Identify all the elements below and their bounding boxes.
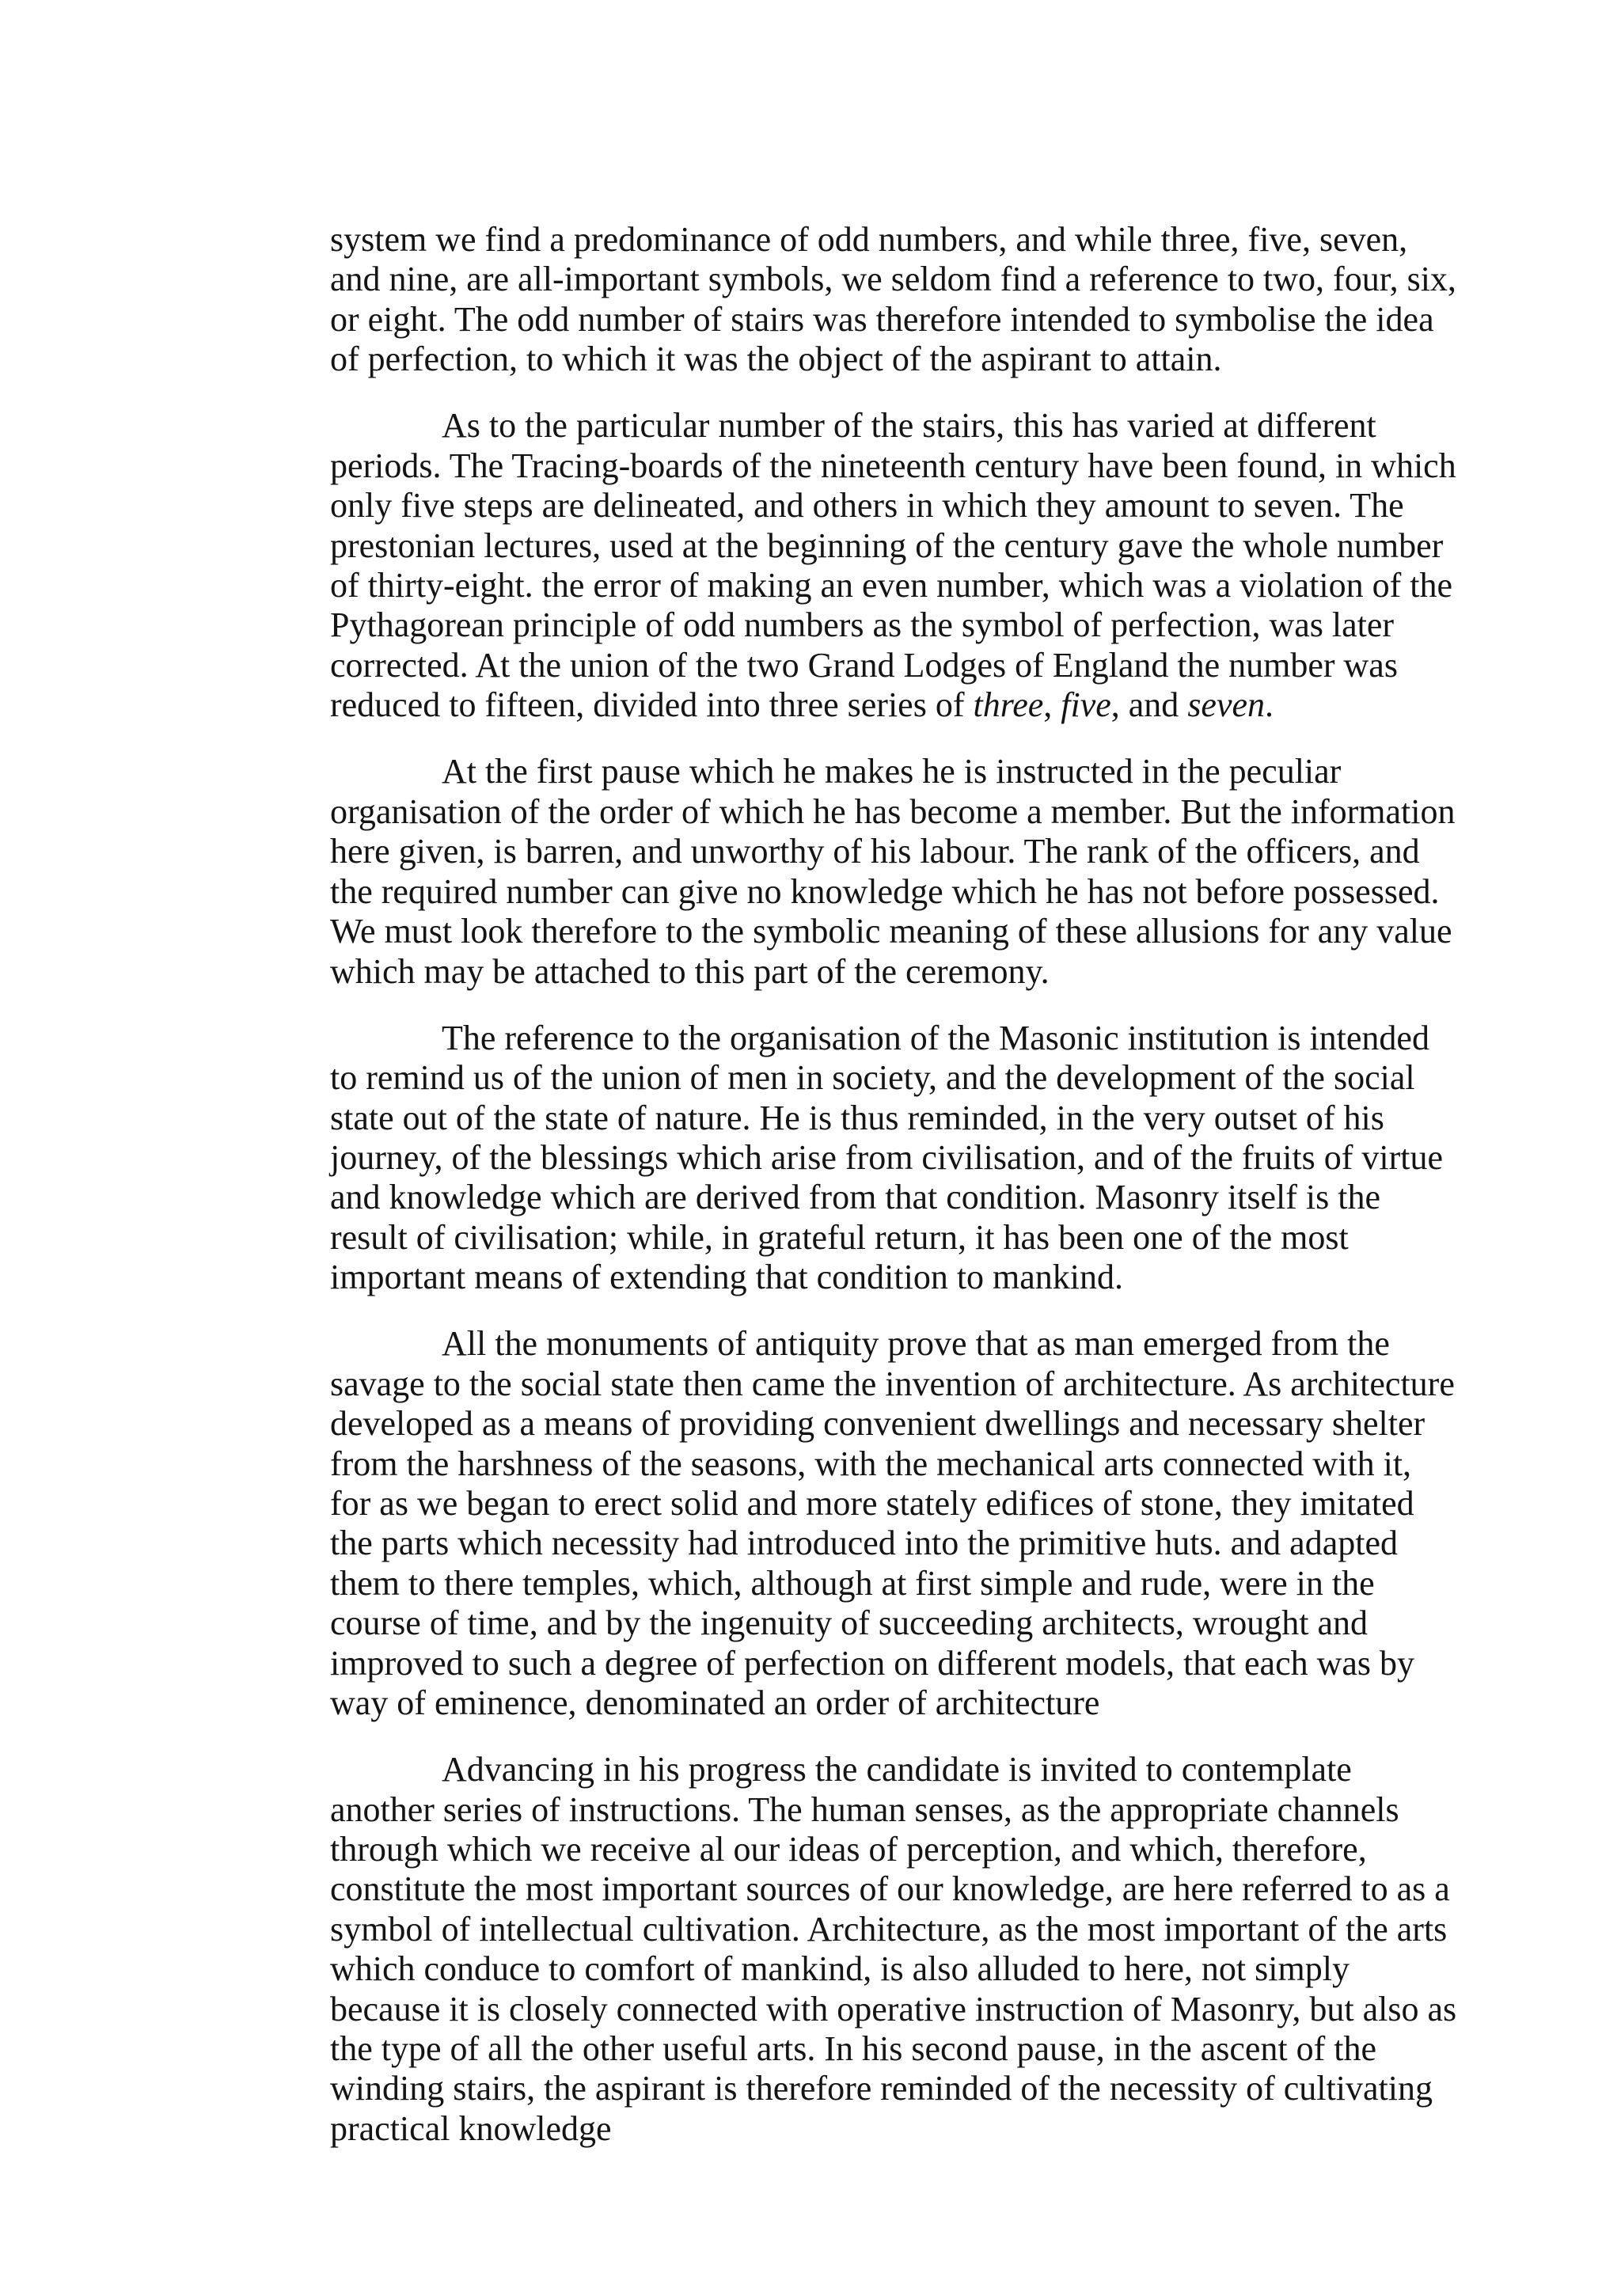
text-line: practical knowledge bbox=[330, 2108, 612, 2148]
text-line: the parts which necessity had introduced into the primitive huts. and adapted bbox=[330, 1524, 1398, 1563]
text-segment: . bbox=[1265, 685, 1274, 725]
emphasized-text: five bbox=[1061, 685, 1111, 725]
text-line: to remind us of the union of men in society, and the development of the social bbox=[330, 1058, 1415, 1098]
text-line: organisation of the order of which he has become a member. But the information bbox=[330, 791, 1456, 831]
text-line: developed as a means of providing convenient dwellings and necessary shelter bbox=[330, 1404, 1425, 1444]
text-line: of perfection, to which it was the object of the aspirant to attain. bbox=[330, 340, 1222, 379]
text-line: them to there temples, which, although at first simple and rude, were in the bbox=[330, 1563, 1375, 1603]
paragraph-continuation bbox=[330, 220, 1517, 380]
text-line: symbol of intellectual cultivation. Architecture, as the most important of the arts bbox=[330, 1909, 1448, 1949]
text-line: result of civilisation; while, in grateful return, it has been one of the most bbox=[330, 1217, 1349, 1257]
text-line: only five steps are delineated, and others in which they amount to seven. The bbox=[330, 486, 1404, 526]
emphasized-text: three bbox=[973, 685, 1044, 725]
text-line: corrected. At the union of the two Grand Lodges of England the number was bbox=[330, 645, 1398, 685]
text-line: the type of all the other useful arts. In his second pause, in the ascent of the bbox=[330, 2029, 1377, 2069]
text-line: constitute the most important sources of our knowledge, are here referred to as a bbox=[330, 1869, 1450, 1909]
text-line: course of time, and by the ingenuity of succeeding architects, wrought and bbox=[330, 1603, 1369, 1643]
text-line: from the harshness of the seasons, with the mechanical arts connected with it, bbox=[330, 1444, 1412, 1483]
text-body bbox=[330, 220, 1517, 2176]
text-line: Advancing in his progress the candidate is invited to contemplate bbox=[442, 1750, 1352, 1789]
text-line: improved to such a degree of perfection on different models, that each was by bbox=[330, 1643, 1415, 1683]
text-line: way of eminence, denominated an order of architecture bbox=[330, 1683, 1100, 1722]
text-line: of thirty-eight. the error of making an even number, which was a violation of the bbox=[330, 566, 1453, 605]
text-line: Pythagorean principle of odd numbers as the symbol of perfection, was later bbox=[330, 605, 1395, 645]
text-line: because it is closely connected with operative instruction of Masonry, but also as bbox=[330, 1989, 1457, 2028]
text-line: and nine, are all-important symbols, we seldom find a reference to two, four, six, bbox=[330, 260, 1456, 299]
text-line: or eight. The odd number of stairs was therefore intended to symbolise the idea bbox=[330, 299, 1434, 339]
text-line: which conduce to comfort of mankind, is also alluded to here, not simply bbox=[330, 1949, 1350, 1989]
text-line: journey, of the blessings which arise from civilisation, and of the fruits of virtue bbox=[330, 1137, 1444, 1177]
text-line: winding stairs, the aspirant is therefore reminded of the necessity of cultivating bbox=[330, 2069, 1433, 2108]
text-line: savage to the social state then came the invention of architecture. As architecture bbox=[330, 1364, 1455, 1403]
text-line: periods. The Tracing-boards of the nineteenth century have been found, in which bbox=[330, 446, 1456, 485]
text-line: and knowledge which are derived from that condition. Masonry itself is the bbox=[330, 1178, 1380, 1217]
text-line: the required number can give no knowledge which he has not before possessed. bbox=[330, 871, 1440, 911]
text-line: As to the particular number of the stairs, this has varied at different bbox=[442, 406, 1376, 446]
text-line: We must look therefore to the symbolic meaning of these allusions for any value bbox=[330, 912, 1452, 951]
paragraph bbox=[330, 1019, 1517, 1298]
text-line: state out of the state of nature. He is thus reminded, in the very outset of his bbox=[330, 1098, 1384, 1137]
text-line: The reference to the organisation of the Masonic institution is intended bbox=[442, 1018, 1429, 1057]
text-line: All the monuments of antiquity prove that as man emerged from the bbox=[442, 1324, 1390, 1364]
paragraph bbox=[330, 1750, 1517, 2149]
emphasized-text: seven bbox=[1187, 685, 1266, 725]
text-segment: , bbox=[1043, 685, 1061, 725]
text-line: another series of instructions. The human senses, as the appropriate channels bbox=[330, 1789, 1399, 1829]
text-line: system we find a predominance of odd numbers, and while three, five, seven, bbox=[330, 220, 1408, 259]
text-segment: , and bbox=[1110, 685, 1188, 725]
text-line: At the first pause which he makes he is instructed in the peculiar bbox=[442, 752, 1342, 791]
text-line: for as we began to erect solid and more stately edifices of stone, they imitated bbox=[330, 1483, 1414, 1523]
text-line bbox=[330, 685, 1517, 725]
text-line: important means of extending that condition to mankind. bbox=[330, 1258, 1124, 1297]
text-line: through which we receive al our ideas of perception, and which, therefore, bbox=[330, 1830, 1367, 1869]
text-line: which may be attached to this part of the ceremony. bbox=[330, 951, 1050, 991]
text-segment: reduced to fifteen, divided into three series of bbox=[330, 685, 974, 725]
text-line: prestonian lectures, used at the beginning of the century gave the whole number bbox=[330, 526, 1444, 565]
text-line: here given, is barren, and unworthy of his labour. The rank of the officers, and bbox=[330, 832, 1420, 871]
paragraph bbox=[330, 752, 1517, 991]
paragraph bbox=[330, 1324, 1517, 1723]
paragraph bbox=[330, 406, 1517, 725]
